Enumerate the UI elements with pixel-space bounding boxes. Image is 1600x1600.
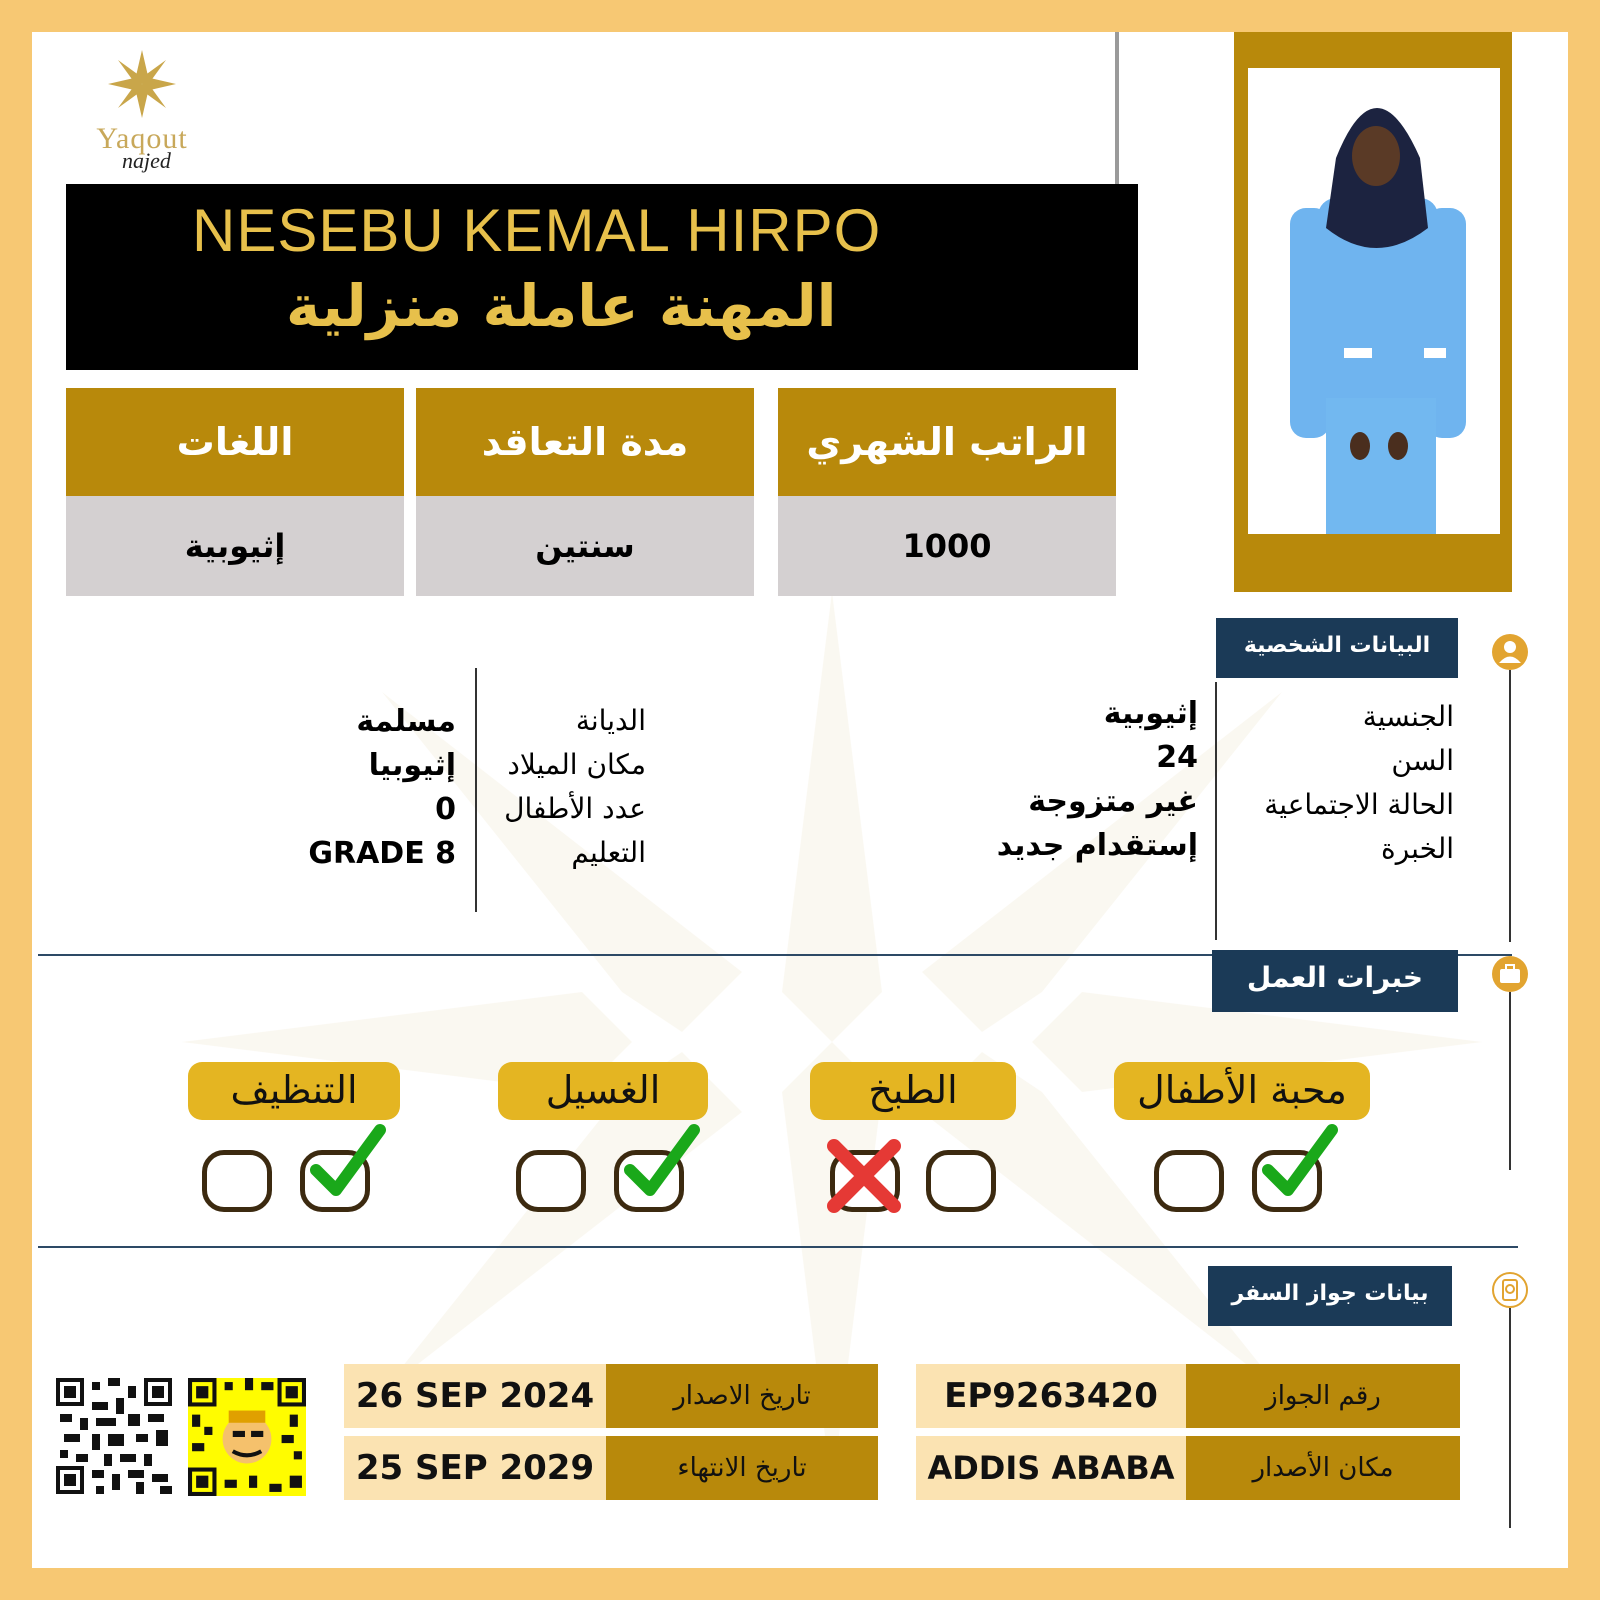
passport-timeline bbox=[1509, 1308, 1511, 1528]
birthplace-label: مكان الميلاد bbox=[507, 748, 646, 781]
passport-number-value: EP9263420 bbox=[916, 1364, 1186, 1428]
skill-cleaning: التنظيف bbox=[188, 1062, 400, 1120]
education-value: GRADE 8 bbox=[308, 836, 456, 871]
expiry-date-label: تاريخ الانتهاء bbox=[606, 1436, 878, 1500]
birthplace-value: إثيوبيا bbox=[368, 748, 456, 783]
issue-date-row bbox=[344, 1364, 878, 1428]
brand-sub: najed bbox=[122, 148, 171, 173]
personal-divider-right bbox=[1215, 682, 1217, 940]
religion-label: الديانة bbox=[575, 704, 646, 737]
salary-value: 1000 bbox=[778, 496, 1116, 596]
marital-label: الحالة الاجتماعية bbox=[1264, 788, 1454, 821]
languages-card bbox=[66, 388, 404, 596]
religion-value: مسلمة bbox=[356, 704, 456, 739]
experience-value: إستقدام جديد bbox=[996, 828, 1198, 863]
contract-card bbox=[416, 388, 754, 596]
profession-title: المهنة عاملة منزلية bbox=[286, 272, 837, 340]
photo-frame bbox=[1234, 32, 1512, 592]
salary-label: الراتب الشهري bbox=[778, 388, 1116, 496]
age-value: 24 bbox=[1156, 740, 1198, 775]
issue-place-label: مكان الأصدار bbox=[1186, 1436, 1460, 1500]
children-label: عدد الأطفال bbox=[504, 792, 646, 825]
section-divider-2 bbox=[38, 1246, 1518, 1248]
work-section-title: خبرات العمل bbox=[1212, 950, 1458, 1012]
issue-date-value: 26 SEP 2024 bbox=[344, 1364, 606, 1428]
age-label: السن bbox=[1391, 744, 1454, 777]
user-icon bbox=[1492, 634, 1528, 670]
skill-childcare: محبة الأطفال bbox=[1114, 1062, 1370, 1120]
contract-value: سنتين bbox=[416, 496, 754, 596]
languages-value: إثيوبية bbox=[66, 496, 404, 596]
skill-cooking: الطبخ bbox=[810, 1062, 1016, 1120]
nationality-value: إثيوبية bbox=[1103, 696, 1198, 731]
snapchat-code-icon bbox=[188, 1378, 306, 1496]
name-banner bbox=[66, 184, 1138, 370]
cooking-yes-box bbox=[926, 1150, 996, 1212]
cv-page bbox=[32, 32, 1568, 1568]
candidate-photo bbox=[1248, 68, 1500, 534]
childcare-check-icon bbox=[1258, 1122, 1338, 1202]
salary-card bbox=[778, 388, 1116, 596]
briefcase-icon bbox=[1492, 956, 1528, 992]
cleaning-no-box bbox=[202, 1150, 272, 1212]
issue-place-value: ADDIS ABABA bbox=[916, 1436, 1186, 1500]
childcare-no-box bbox=[1154, 1150, 1224, 1212]
passport-section-title: بيانات جواز السفر bbox=[1208, 1266, 1452, 1326]
experience-label: الخبرة bbox=[1381, 832, 1454, 865]
education-label: التعليم bbox=[571, 836, 646, 869]
brand-logo bbox=[62, 42, 222, 192]
passport-icon bbox=[1492, 1272, 1528, 1308]
qr-code-icon bbox=[56, 1378, 172, 1494]
brand-name: Yaqout bbox=[96, 122, 188, 155]
laundry-no-box bbox=[516, 1150, 586, 1212]
marital-value: غير متزوجة bbox=[1028, 784, 1198, 819]
contract-label: مدة التعاقد bbox=[416, 388, 754, 496]
personal-section-title: البيانات الشخصية bbox=[1216, 618, 1458, 678]
person-figure bbox=[1248, 68, 1500, 534]
flower-logo-icon bbox=[97, 46, 187, 126]
work-timeline bbox=[1509, 992, 1511, 1170]
personal-divider-left bbox=[475, 668, 477, 912]
nationality-label: الجنسية bbox=[1362, 700, 1454, 733]
issue-date-label: تاريخ الاصدار bbox=[606, 1364, 878, 1428]
passport-number-label: رقم الجواز bbox=[1186, 1364, 1460, 1428]
laundry-check-icon bbox=[620, 1122, 700, 1202]
cooking-cross-icon bbox=[824, 1136, 904, 1216]
top-divider bbox=[1115, 32, 1119, 184]
skill-laundry: الغسيل bbox=[498, 1062, 708, 1120]
issue-place-row bbox=[916, 1436, 1460, 1500]
expiry-date-row bbox=[344, 1436, 878, 1500]
children-value: 0 bbox=[435, 792, 456, 827]
passport-number-row bbox=[916, 1364, 1460, 1428]
expiry-date-value: 25 SEP 2029 bbox=[344, 1436, 606, 1500]
candidate-name: NESEBU KEMAL HIRPO bbox=[192, 197, 882, 264]
personal-timeline bbox=[1509, 670, 1511, 942]
cleaning-check-icon bbox=[306, 1122, 386, 1202]
languages-label: اللغات bbox=[66, 388, 404, 496]
